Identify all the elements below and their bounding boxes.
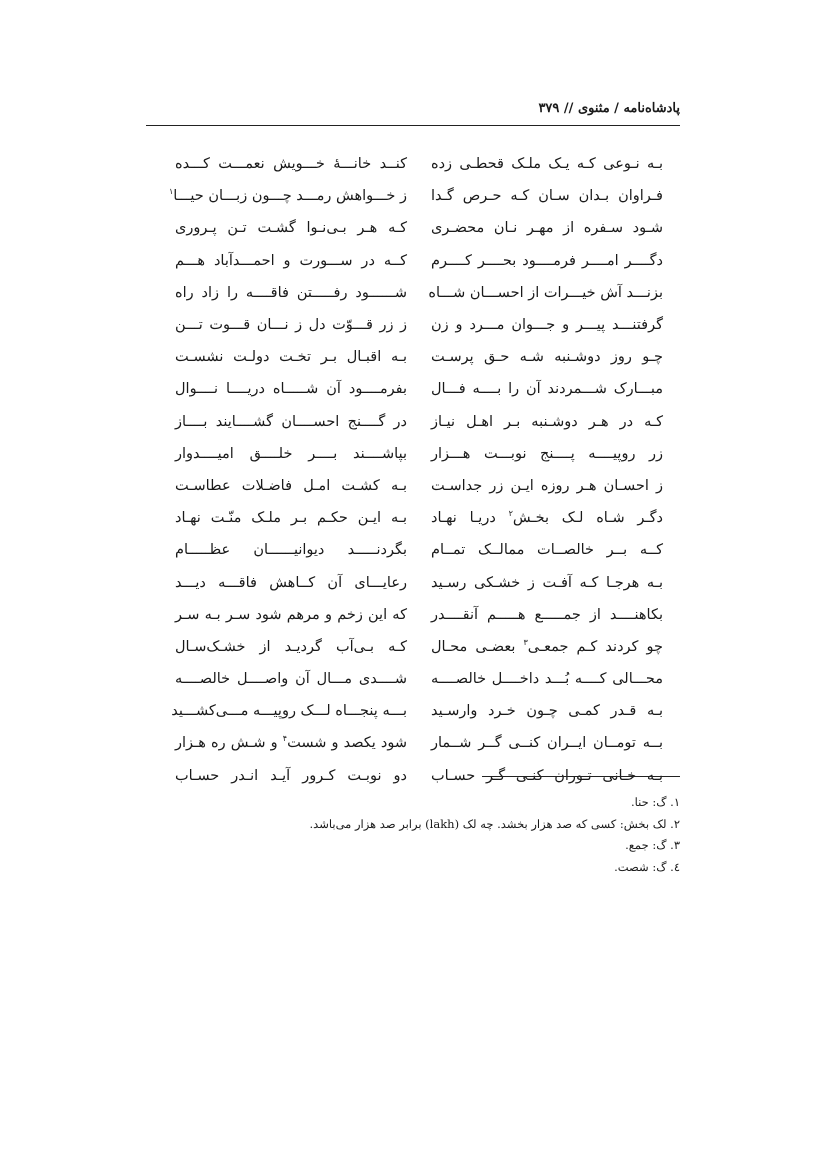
hemistich-second — [175, 476, 407, 496]
verse-text: بـه نـوعی کـه یـک ملـک قحطـی زده — [431, 156, 663, 173]
verse-text: ز خـــواهش رمـــد چـــون زبـــان حیـــا — [173, 188, 407, 205]
verse-text: و شـش ره هـزار — [175, 735, 283, 752]
verse-text: بـه ایـن حکـم بـر ملـک منّـت نهـاد — [175, 510, 407, 527]
hemistich-first — [431, 218, 663, 238]
couplet-row — [168, 180, 663, 212]
verse-text: کنــد خانـــهٔ خـــویش نعمـــت کـــده — [175, 156, 407, 173]
verse-text: کـه هـر بـی‌نـوا گشـت تـن پـروری — [175, 220, 407, 237]
couplet-row — [175, 534, 663, 566]
couplet-row — [175, 406, 663, 438]
hemistich-first — [431, 508, 663, 528]
couplet-row — [175, 502, 663, 534]
hemistich-first — [431, 412, 663, 432]
verse-text: بفرمــــود آن شـــــاه دریــــا نــــوال — [175, 381, 407, 398]
verse-text: مبـــارک شـــمردند آن را بــــه فـــال — [431, 381, 663, 398]
verse-text: چـو روز دوشـنبه شـه حـق پرسـت — [431, 349, 663, 366]
hemistich-second — [175, 379, 407, 399]
footnote-marker: ۳ — [523, 638, 528, 648]
poem-body — [168, 148, 663, 792]
hemistich-first — [431, 540, 663, 560]
footnote-marker: ۱ — [168, 187, 174, 197]
verse-text: شــــــود رفـــــتن فاقــــه را زاد راه — [175, 284, 407, 301]
verse-text: دگــــر امــــر فرمــــود بحــــر کــــرم — [431, 252, 663, 269]
hemistich-second — [175, 733, 407, 753]
verse-text: بعضـی محـال — [431, 638, 524, 655]
couplet-row — [175, 438, 663, 470]
verse-text: بـه اقبـال بـر تخـت دولـت نشسـت — [175, 349, 407, 366]
hemistich-second — [175, 605, 407, 625]
hemistich-second — [175, 766, 407, 786]
hemistich-second — [175, 540, 407, 560]
hemistich-first — [428, 283, 663, 303]
hemistich-second — [175, 573, 407, 593]
couplet-row — [175, 309, 663, 341]
verse-text: شــــدی مـــال آن واصــــل خالصــــه — [175, 671, 407, 688]
hemistich-first — [431, 251, 663, 271]
footnote-divider — [482, 776, 680, 777]
couplet-row — [175, 727, 663, 759]
hemistich-first — [431, 733, 663, 753]
running-header — [146, 99, 680, 126]
verse-text: بکاهنــــد از جمـــــع هـــــم آنقــــدر — [431, 606, 663, 623]
verse-text: کــه بــر خالصــات ممالــک تمــام — [431, 542, 663, 559]
hemistich-first — [431, 573, 663, 593]
verse-text: بـه قـدر کمـی چـون خـرد وارسـید — [431, 703, 663, 720]
verse-text: که این زخم و مرهم شود سـر بـه سـر — [175, 606, 407, 623]
running-title: پادشاه‌نامه / مثنوی // ۳۷۹ — [538, 101, 680, 116]
footnote-marker: ۴ — [282, 734, 288, 744]
footnote-3: ۳. گ: جمع. — [625, 838, 680, 852]
verse-text: در گــــنج احســــان گشــــایند بــــاز — [175, 413, 407, 430]
hemistich-second — [175, 251, 407, 271]
couplet-row — [175, 212, 663, 244]
couplet-row — [175, 148, 663, 180]
verse-text: دو نوبـت کـرور آیـد انـدر حسـاب — [175, 767, 407, 784]
couplet-row — [175, 341, 663, 373]
hemistich-second — [175, 444, 407, 464]
verse-text: محـــالی کــــه بُـــد داخــــل خالصــــه — [431, 671, 663, 688]
verse-text: بـه خـانی تـوران کنـی گـر حسـاب — [431, 767, 663, 784]
hemistich-second — [175, 347, 407, 367]
hemistich-first — [431, 605, 663, 625]
footnote-4: ٤. گ: شصت. — [614, 859, 680, 874]
verse-text: بـه هرجـا کـه آفـت ز خشـکی رسـید — [431, 574, 663, 591]
couplet-row — [175, 245, 663, 277]
verse-text: ز زر قـــوّت دل ز نـــان قـــوت تـــن — [175, 317, 407, 334]
hemistich-first — [431, 701, 663, 721]
verse-text: دریـا نهـاد — [431, 510, 509, 527]
couplet-row — [175, 663, 663, 695]
verse-text: بپاشــــند بــــر خلــــق امیــــدوار — [175, 445, 407, 462]
verse-text: ز احسـان هـر روزه ایـن زر جداسـت — [431, 477, 663, 494]
hemistich-first — [431, 347, 663, 367]
verse-text: زر روپیــــه پــــنج نوبـــت هـــزار — [431, 445, 663, 462]
verse-text: شود یکصد و شست — [287, 735, 407, 752]
hemistich-second — [175, 315, 407, 335]
verse-text: کـه بـی‌آب گردیـد از خشـک‌سـال — [175, 638, 407, 655]
hemistich-second — [175, 412, 407, 432]
couplet-row — [175, 599, 663, 631]
verse-text: بـــه پنجـــاه لـــک روپیـــه مـــی‌کشـــید — [171, 703, 407, 720]
verse-text: بزنـــد آش خیـــرات از احســـان شـــاه — [428, 284, 663, 301]
couplet-row — [171, 695, 663, 727]
verse-text: بگردنـــــد دیوانیــــــان عظـــــام — [175, 542, 407, 559]
hemistich-second — [171, 701, 407, 721]
couplet-row — [175, 373, 663, 405]
verse-text: شـود سـفره از مهـر نـان محضـری — [431, 220, 663, 237]
verse-text: گرفتنـــد پیـــر و جـــوان مـــرد و زن — [431, 317, 663, 334]
couplet-row — [175, 277, 663, 309]
hemistich-first — [431, 669, 663, 689]
verse-text: بــه تومــان ایــران کنــی گــر شــمار — [431, 735, 663, 752]
hemistich-second — [175, 637, 407, 657]
hemistich-second — [175, 154, 407, 174]
hemistich-first — [431, 476, 663, 496]
hemistich-first — [431, 444, 663, 464]
verse-text: رعایـــای آن کــاهش فاقـــه دیـــد — [175, 574, 407, 591]
verse-text: فـراوان بـدان سـان کـه حـرص گـدا — [431, 188, 663, 205]
hemistich-first — [431, 379, 663, 399]
verse-text: کـه در هـر دوشـنبه بـر اهـل نیـاز — [431, 413, 663, 430]
hemistich-first — [431, 154, 663, 174]
hemistich-second — [168, 186, 407, 206]
verse-text: بـه کشـت امـل فاضـلات عطاسـت — [175, 477, 407, 494]
footnote-marker: ۲ — [508, 509, 513, 519]
verse-text: چو کردند کـم جمعـی — [527, 638, 663, 655]
couplet-row — [175, 470, 663, 502]
hemistich-second — [175, 508, 407, 528]
hemistich-first — [431, 186, 663, 206]
footnote-2: ۲. لک بخش: کسی که صد هزار بخشد. چه لک (lakh) برابر صد هزار می‌باشد. — [309, 816, 680, 831]
footnote-1: ۱. گ: حنا. — [630, 795, 680, 809]
hemistich-second — [175, 283, 407, 303]
couplet-row — [175, 631, 663, 663]
couplet-row — [175, 566, 663, 598]
hemistich-second — [175, 218, 407, 238]
hemistich-second — [175, 669, 407, 689]
hemistich-first — [431, 315, 663, 335]
hemistich-first — [431, 637, 663, 657]
verse-text: دگـر شـاه لـک بخـش — [512, 510, 663, 527]
verse-text: کــه در ســـورت و احمـــدآباد هـــم — [175, 252, 407, 269]
footnotes — [200, 792, 680, 878]
